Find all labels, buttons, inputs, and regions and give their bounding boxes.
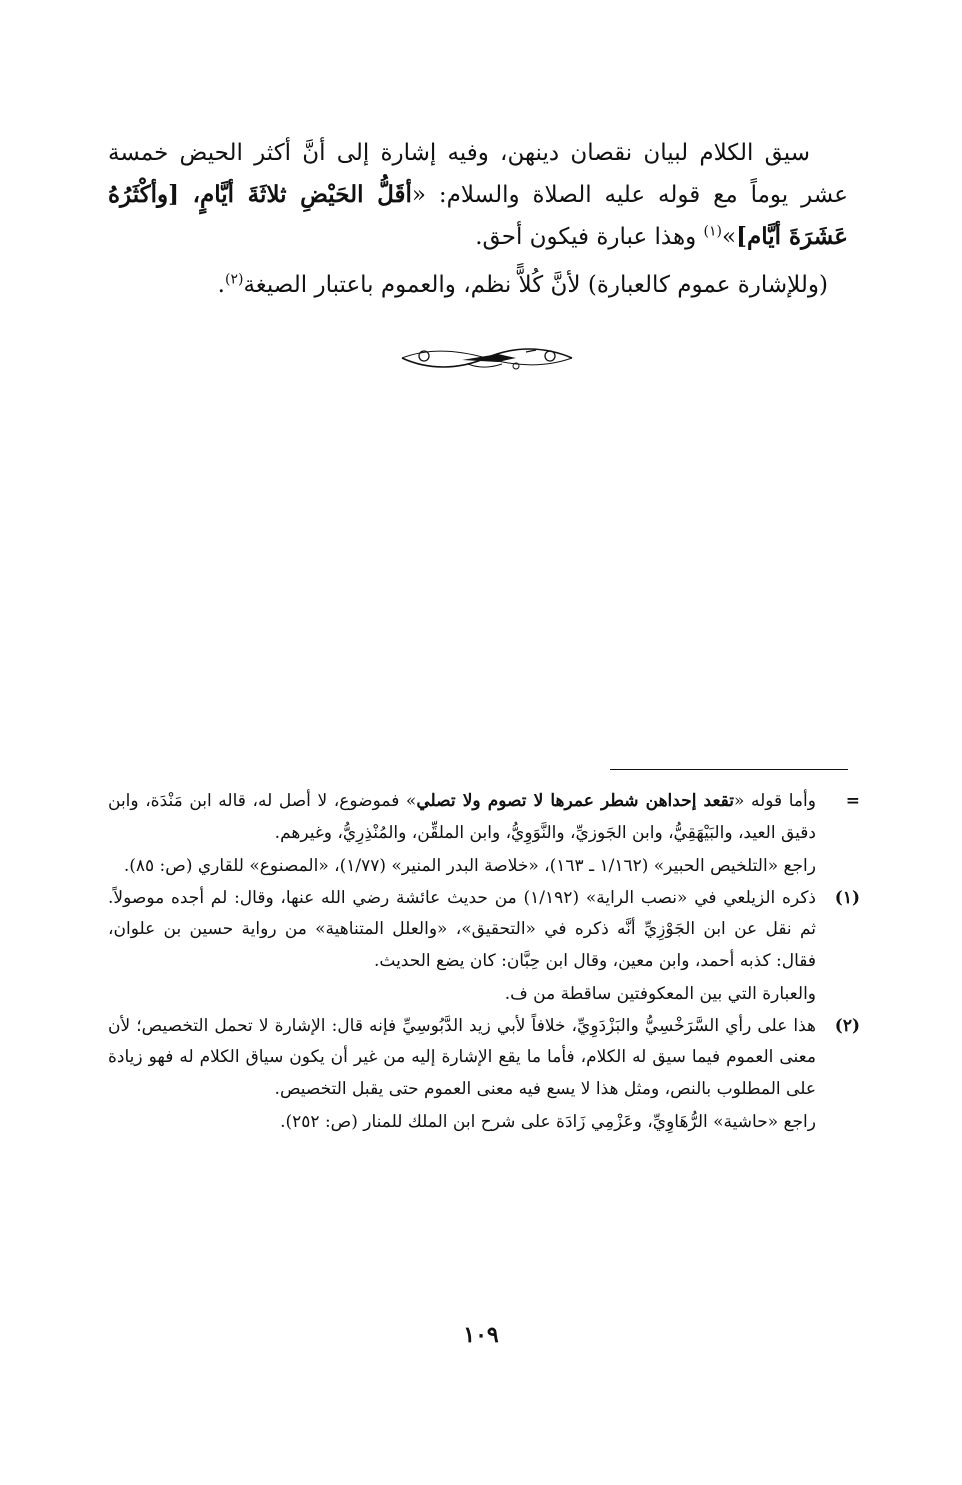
main-text — [108, 132, 848, 306]
footnote-body — [108, 883, 816, 1011]
footnote-body — [108, 1011, 816, 1139]
footnote-continued — [108, 786, 860, 883]
footnote-separator — [610, 769, 848, 770]
footnote-marker: = — [845, 791, 860, 811]
main-paragraph-1-text-a: سيق الكلام لبيان نقصان دينهن، وفيه إشارة إلى أنَّ أكثر الحيض خمسة عشر يوماً مع قوله عليه الصلاة والسلام: « — [108, 140, 849, 208]
footnote-body — [108, 786, 816, 883]
main-paragraph-2-text-a: (وللإشارة عموم كالعبارة) لأنَّ كُلاًّ نظم، والعموم باعتبار الصيغة — [243, 272, 828, 298]
footnote-1 — [108, 883, 860, 1011]
footnote-marker: (٢) — [834, 1015, 860, 1036]
footnote-text-b: » فموضوع، لا أصل له، قاله ابن مَنْدَة، وابن دقيق العيد، والبَيْهَقِيُّ، وابن الجَوزيِّ، والنَّوَوِيُّ، وابن الملقِّن، والمُنْذِرِيُّ، وغيرهم. — [108, 791, 816, 843]
footnote-note: والعبارة التي بين المعكوفتين ساقطة من ف. — [504, 984, 816, 1004]
divider-ornament-icon — [398, 340, 576, 376]
hadith-quote: أقَلُّ الحَيْضِ ثلاثَةَ أيَّامٍ، [وأكْثَرُهُ عَشَرَةَ أيَّام] — [108, 181, 848, 250]
main-paragraph-1 — [108, 132, 848, 258]
footnote-reference: راجع «حاشية» الرُّهَاوِيِّ، وعَزْمِي زَادَة على شرح ابن الملك للمنار (ص: ٢٥٢). — [280, 1112, 816, 1132]
footnote-quote: تقعد إحداهن شطر عمرها لا تصوم ولا تصلي — [416, 791, 734, 811]
footnote-text: هذا على رأي السَّرَخْسِيُّ والبَزْدَوِيِّ، خلافاً لأبي زيد الدَّبُوسِيِّ فإنه قال: الإشارة لا تحمل التخصيص؛ لأن معنى العموم فيما سيق له الكلام، فأما ما يقع الإشارة إليه من غير أن يكون سياق الكلام له فهو زيادة على المطلوب بالنص، ومثل هذا لا يسع فيه معنى العموم حتى يقبل التخصيص. — [108, 1015, 816, 1099]
footnote-text: ذكره الزيلعي في «نصب الراية» (١/١٩٢) من حديث عائشة رضي الله عنها، وقال: لم أجده موصولاً. ثم نقل عن ابن الجَوْزِيِّ أنَّه ذكره في «التحقيق»، «والعلل المتناهية» من رواية حسين بن علوان، فقال: كذبه أحمد، وابن معين، وقال ابن حِبَّان: كان يضع الحديث. — [108, 887, 817, 971]
footnotes — [108, 786, 860, 1139]
footnote-text — [108, 786, 816, 849]
main-paragraph-2 — [108, 264, 848, 306]
footnote-text-a: وأما قوله « — [733, 791, 816, 811]
page-number: ١٠٩ — [463, 1322, 499, 1348]
footnote-2 — [108, 1011, 860, 1139]
footnote-ref-2: (٢) — [224, 271, 244, 288]
main-paragraph-2-text-b: . — [217, 272, 225, 298]
footnote-reference: راجع «التلخيص الحبير» (١/١٦٢ ـ ١٦٣)، «خلاصة البدر المنير» (١/٧٧)، «المصنوع» للقاري (ص: ٨٥). — [123, 856, 816, 876]
footnote-marker: (١) — [834, 887, 860, 908]
main-paragraph-1-text-c: وهذا عبارة فيكون أحق. — [475, 224, 704, 250]
main-paragraph-1-quote-close: » — [722, 224, 737, 250]
footnote-ref-1: (١) — [703, 223, 722, 240]
